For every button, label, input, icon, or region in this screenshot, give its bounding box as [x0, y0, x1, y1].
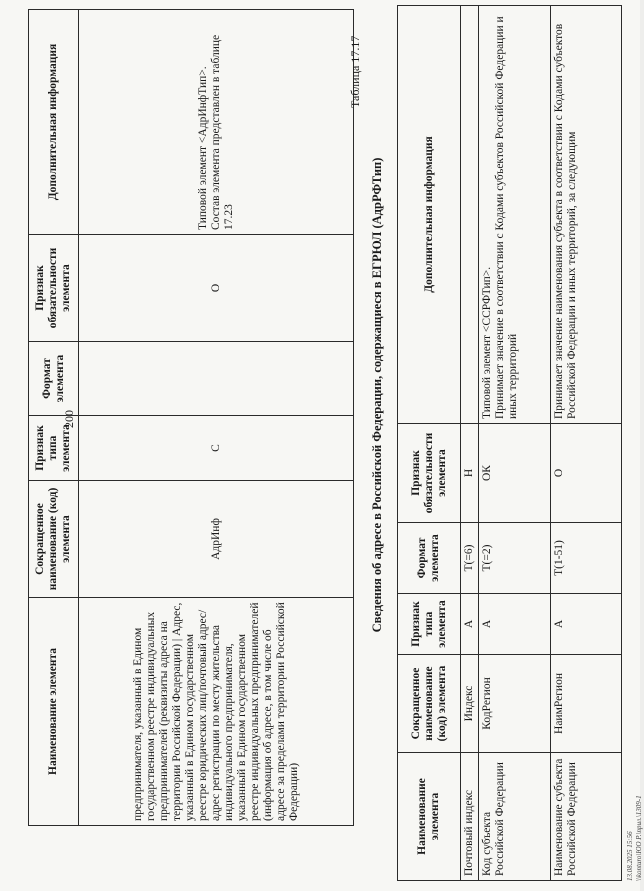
- cell-format: T(=2): [479, 523, 551, 594]
- cell-type: А: [551, 594, 622, 655]
- header-row: [398, 6, 461, 881]
- cell-type: С: [79, 416, 354, 481]
- cell-code: НаимРегион: [551, 655, 622, 753]
- cell-name: Наименование субъекта Российской Федерации: [551, 753, 622, 881]
- cell-type: А: [461, 594, 479, 655]
- cell-name: предпринимателя, указанный в Едином государственном реестре индивидуальных предпринимателей (реквизиты адреса на территории Российской Федерации) | Адрес, указанный в Едином государственном реестре юридических лиц/почтовый адрес/адрес регистрации по месту жительства индивидуального предпринимателя, указанный в Едином государственном реестре индивидуальных предпринимателей (информация об адресе, в том числе об адресе за пределами территории Российской Федерации): [79, 598, 354, 826]
- col-header-code: Сокращенное наименование (код) элемента: [29, 481, 79, 598]
- cell-info: [79, 10, 354, 235]
- continuation-table: [28, 9, 354, 826]
- info-line: Типовой элемент <ССРФТип>.: [481, 266, 493, 419]
- table-row: [79, 10, 354, 826]
- table-row: [479, 6, 551, 881]
- cell-format: [79, 342, 354, 416]
- table-label: Таблица 17.17: [348, 35, 362, 108]
- cell-info: Принимает значение наименования субъекта в соответствии с Кодами субъектов Российской Федерации и иных территорий, за следующим: [551, 6, 622, 424]
- table-row: [551, 6, 622, 881]
- cell-required: ОК: [479, 424, 551, 523]
- print-footer: [626, 795, 644, 881]
- cell-type: А: [479, 594, 551, 655]
- info-line: Состав элемента представлен в таблице 17.23: [209, 34, 235, 230]
- col-header-code: Сокращенное наименование (код) элемента: [398, 655, 461, 753]
- cell-name: Почтовый индекс: [461, 753, 479, 881]
- page-number: 200: [62, 410, 76, 428]
- col-header-type: Признак типа элемента: [29, 416, 79, 481]
- col-header-required: Признак обязательности элемента: [29, 235, 79, 342]
- cell-required: Н: [461, 424, 479, 523]
- col-header-info: Дополнительная информация: [29, 10, 79, 235]
- cell-info: [479, 6, 551, 424]
- print-timestamp: 13.08.2025 15:56: [626, 831, 634, 881]
- table-title: Сведения об адресе в Российской Федерации, содержащиеся в ЕГРЮЛ (АдрРФТип): [370, 157, 384, 633]
- cell-code: АдрИнф: [79, 481, 354, 598]
- col-header-type: Признак типа элемента: [398, 594, 461, 655]
- cell-info: [461, 6, 479, 424]
- cell-code: КодРегион: [479, 655, 551, 753]
- col-header-info: Дополнительная информация: [398, 6, 461, 424]
- col-header-format: Формат элемента: [29, 342, 79, 416]
- col-header-required: Признак обязательности элемента: [398, 424, 461, 523]
- col-header-name: Наименование элемента: [29, 598, 79, 826]
- cell-name: Код субъекта Российской Федерации: [479, 753, 551, 881]
- col-header-format: Формат элемента: [398, 523, 461, 594]
- info-line: Принимает значение в соответствии с Кодами субъектов Российской Федерации и иных территорий: [494, 16, 519, 419]
- cell-format: T(1-51): [551, 523, 622, 594]
- header-row: [29, 10, 79, 826]
- cell-required: О: [551, 424, 622, 523]
- table-row: [461, 6, 479, 881]
- cell-code: Индекс: [461, 655, 479, 753]
- cell-required: О: [79, 235, 354, 342]
- cell-format: T(=6): [461, 523, 479, 594]
- info-line: Типовой элемент <АдрИнфТип>.: [196, 66, 209, 230]
- address-table: [397, 5, 622, 881]
- print-path: \\konturo\ЮО Р.\прил.\1309-1: [635, 795, 643, 881]
- col-header-name: Наименование элемента: [398, 753, 461, 881]
